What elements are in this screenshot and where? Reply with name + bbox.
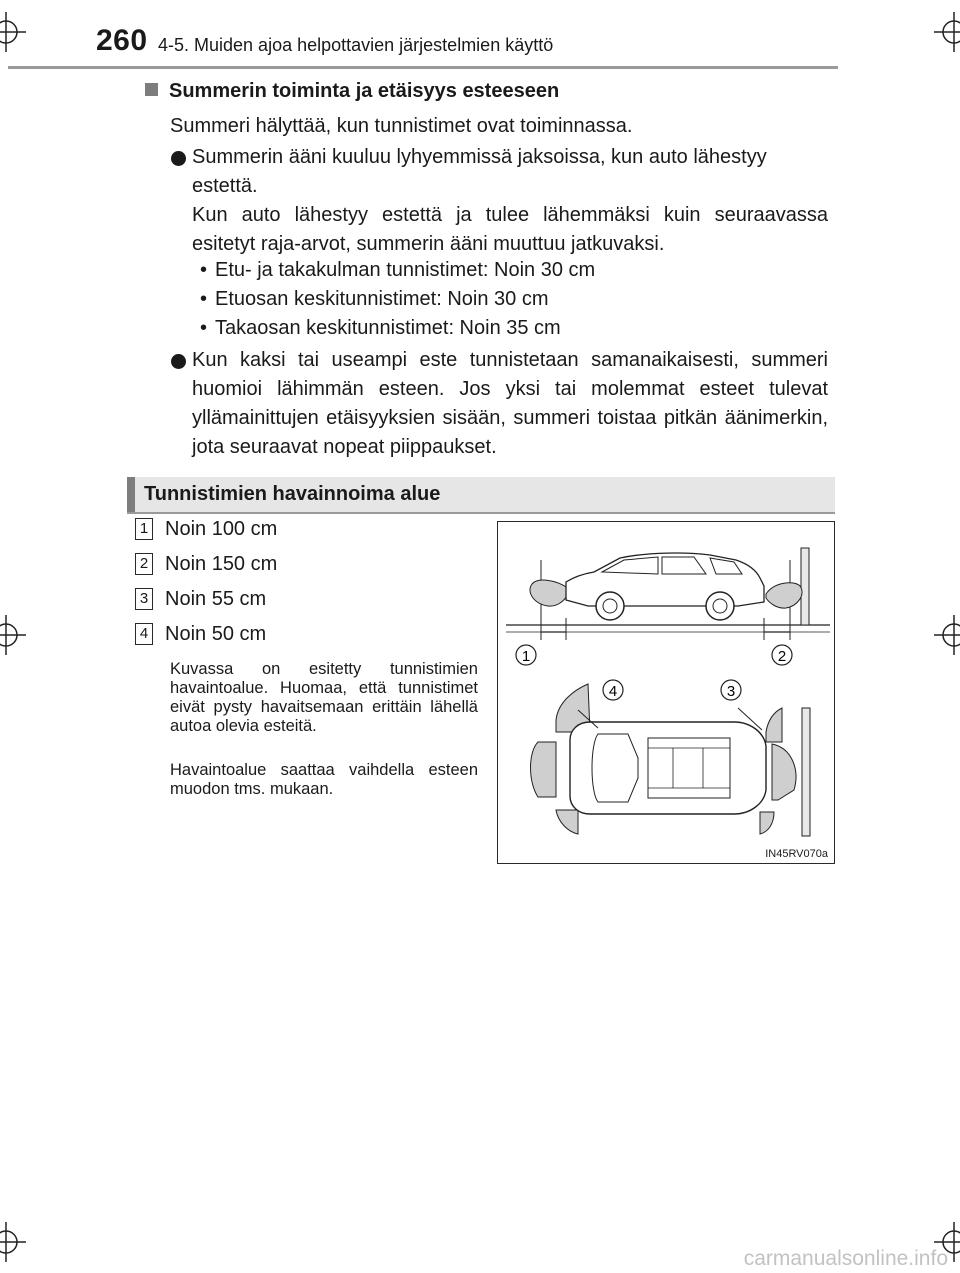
number-badge: 2: [135, 553, 153, 575]
top-view: [531, 684, 811, 836]
sensor-diagram: [498, 522, 834, 863]
header-divider: [8, 66, 838, 69]
svg-text:1: 1: [521, 648, 531, 665]
bullet-line: estettä.: [192, 175, 258, 197]
svg-text:4: 4: [608, 683, 618, 700]
registration-mark-icon: [934, 12, 960, 52]
bullet-line: Summerin ääni kuuluu lyhyemmissä jaksoissa, kun auto lähestyy: [192, 146, 767, 168]
chapter-title: 4-5. Muiden ajoa helpottavien järjestelmien käyttö: [158, 35, 554, 55]
bullet-paragraph: Kun auto lähestyy estettä ja tulee lähemmäksi kuin seuraavassa esitetyt raja-arvot, summerin ääni muuttuu jatkuvaksi.: [192, 204, 828, 255]
sub-item: • Etu- ja takakulman tunnistimet: Noin 30 cm: [200, 259, 596, 281]
registration-mark-icon: [0, 12, 26, 52]
subsection-title: Tunnistimien havainnoima alue: [144, 483, 441, 505]
watermark: carmanualsonline.info: [743, 1247, 948, 1270]
figure-code: IN45RV070a: [765, 848, 828, 860]
callout-1: [516, 645, 536, 665]
callout-3: [721, 680, 741, 700]
number-badge: 4: [135, 623, 153, 645]
svg-text:3: 3: [726, 683, 736, 700]
figure-note: Havaintoalue saattaa vaihdella esteen muodon tms. mukaan.: [170, 761, 478, 798]
page-number: 260: [96, 24, 148, 57]
numbered-item: 3 Noin 55 cm: [135, 588, 266, 611]
registration-mark-icon: [934, 615, 960, 655]
figure-note: Kuvassa on esitetty tunnistimien havaintoalue. Huomaa, että tunnistimet eivät pysty havaitsemaan erittäin lähellä autoa olevia esteitä.: [170, 660, 478, 735]
registration-mark-icon: [0, 1222, 26, 1262]
bullet-dot-icon: [171, 354, 186, 369]
callout-4: [603, 680, 623, 700]
side-view: [506, 548, 830, 640]
sub-item: • Etuosan keskitunnistimet: Noin 30 cm: [200, 288, 549, 310]
callout-2: [772, 645, 792, 665]
registration-mark-icon: [0, 615, 26, 655]
section-intro: Summeri hälyttää, kun tunnistimet ovat toiminnassa.: [170, 115, 633, 137]
section-title: Summerin toiminta ja etäisyys esteeseen: [169, 80, 560, 102]
square-bullet-icon: [145, 83, 158, 96]
sub-item: • Takaosan keskitunnistimet: Noin 35 cm: [200, 317, 561, 339]
section-heading: [145, 80, 559, 103]
subsection-bar-edge: [127, 477, 135, 512]
subsection-header: [127, 477, 835, 514]
number-badge: 1: [135, 518, 153, 540]
numbered-item: 2 Noin 150 cm: [135, 553, 277, 576]
svg-text:2: 2: [777, 648, 787, 665]
numbered-item: 1 Noin 100 cm: [135, 518, 277, 541]
bullet-dot-icon: [171, 151, 186, 166]
number-badge: 3: [135, 588, 153, 610]
bullet-text: Kun kaksi tai useampi este tunnistetaan samanaikaisesti, summeri huomioi lähimmän esteen. Jos yksi tai molemmat esteet tulevat yllämainittujen etäisyyksien sisään, summeri toistaa pitkän äänimerkin, jota seuraavat nopeat piippaukset.: [192, 349, 828, 458]
numbered-item: 4 Noin 50 cm: [135, 623, 266, 646]
bullet-text: [192, 143, 828, 259]
sensor-range-figure: [497, 521, 835, 864]
